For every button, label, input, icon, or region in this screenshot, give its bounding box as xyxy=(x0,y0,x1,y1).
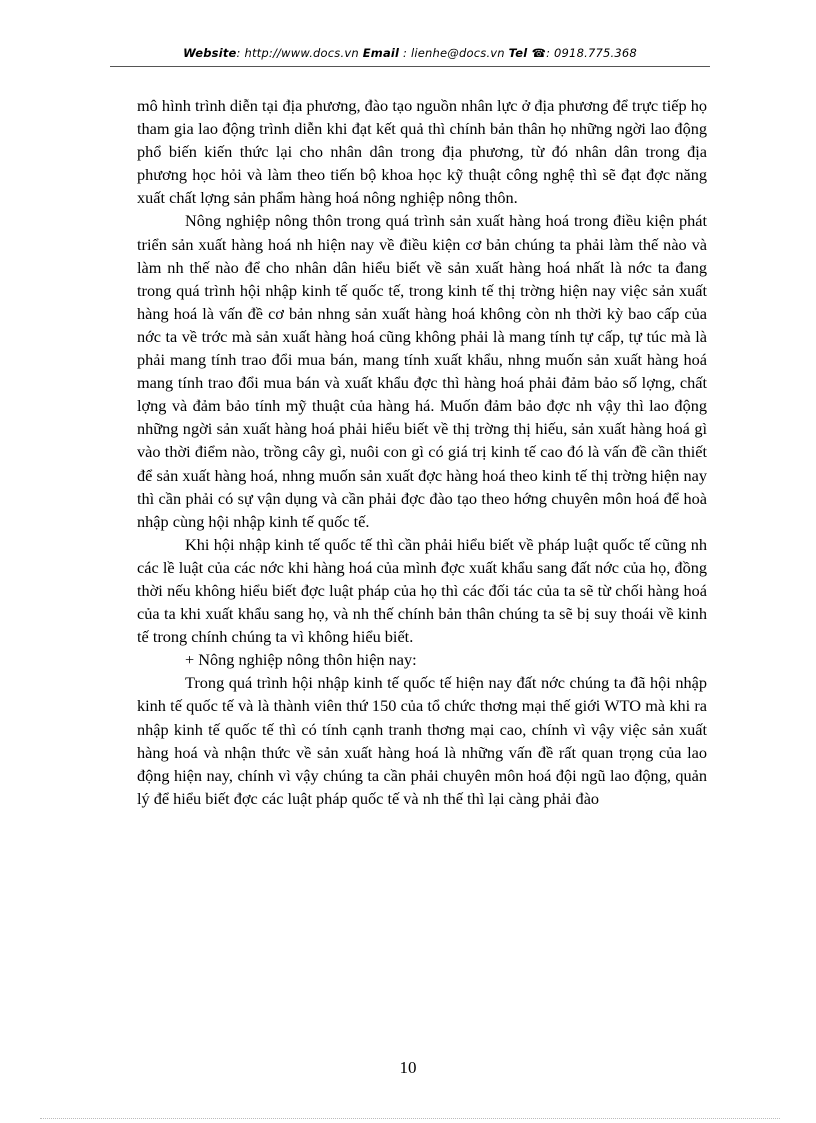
header-website-url: : http://www.docs.vn xyxy=(236,46,363,60)
paragraph-1: mô hình trình diễn tại địa phương, đào tạo nguồn nhân lực ở địa phương để trực tiếp họ tham gia lao động trình diễn khi đạt kết quả thì chính bản thân họ những ngời lao động phổ biến kiến thức lại cho nhân dân trong địa phương, từ đó nhân dân trong địa phương học hỏi và làm theo tiến bộ khoa học kỹ thuật công nghệ thì sẽ đạt đợc năng xuất chất lợng sản phẩm hàng hoá nông nghiệp nông thôn. xyxy=(137,96,707,208)
header-divider xyxy=(110,66,710,67)
paragraph-2: Nông nghiệp nông thôn trong quá trình sản xuất hàng hoá trong điều kiện phát triển sản xuất hàng hoá nh hiện nay về điều kiện cơ bản chúng ta phải làm thế nào và làm nh thế nào để cho nhân dân hiểu biết về sản xuất hàng hoá nhất là nớc ta đang trong quá trình hội nhập kinh tế quốc tế, trong kinh tế thị trờng hiện nay việc sản xuất hàng hoá là vấn đề cơ bản nhng sản xuất hàng hoá không còn nh thời kỳ bao cấp của nớc ta về trớc mà sản xuất hàng hoá cũng không phải là mang tính tự cấp, tự túc mà là phải mang tính trao đổi mua bán, mang tính xuất khẩu, nhng muốn sản xuất hàng hoá mang tính trao đổi mua bán và xuất khẩu đợc thì hàng hoá phải đảm bảo số lợng, chất lợng và đảm bảo tính mỹ thuật của hàng há. Muốn đảm bảo đợc nh vậy thì lao động những ngời sản xuất hàng hoá phải hiểu biết về thị trờng thị hiếu, sản xuất hàng hoá gì vào thời điểm nào, trồng cây gì, nuôi con gì có giá trị kinh tế cao đó là vấn đề cần thiết để sản xuất hàng hoá, nhng muốn sản xuất đợc hàng hoá theo kinh tế thị trờng hiện nay thì cần phải có sự vận dụng và cần phải đợc đào tạo theo hớng chuyên môn hoá để hoà nhập cùng hội nhập kinh tế quốc tế. xyxy=(137,211,707,531)
page-number: 10 xyxy=(399,1058,417,1077)
header-email-address: : lienhe@docs.vn xyxy=(399,46,509,60)
page-header xyxy=(110,46,710,60)
header-tel-label: Tel ☎ xyxy=(508,46,547,60)
header-tel-number: : 0918.775.368 xyxy=(546,46,637,60)
section-heading: + Nông nghiệp nông thôn hiện nay: xyxy=(185,650,417,670)
document-body xyxy=(137,94,707,810)
paragraph-3: Khi hội nhập kinh tế quốc tế thì cần phải hiểu biết về pháp luật quốc tế cũng nh các lề luật của các nớc khi hàng hoá của mình đợc xuất khẩu sang đất nớc của họ, đồng thời nếu không hiểu biết đợc luật pháp của họ thì các đối tác của ta sẽ từ chối hàng hoá của ta khi xuất khẩu sang họ, và nh thế chính bản thân chúng ta sẽ bị suy thoái về kinh tế trong chính chúng ta vì không hiểu biết. xyxy=(137,534,707,647)
footer-divider xyxy=(40,1118,780,1119)
header-email-label: Email xyxy=(362,46,400,60)
paragraph-4: Trong quá trình hội nhập kinh tế quốc tế hiện nay đất nớc chúng ta đã hội nhập kinh tế quốc tế và là thành viên thứ 150 của tổ chức thơng mại thế giới WTO mà khi ra nhập kinh tế quốc tế thì có tính cạnh tranh thơng mại cao, chính vì vậy việc sản xuất hàng hoá và nhận thức về sản xuất hàng hoá là những vấn đề rất quan trọng của lao động hiện nay, chính vì vậy chúng ta cần phải chuyên môn hoá đội ngũ lao động, quản lý để hiểu biết đợc các luật pháp quốc tế và nh thế thì lại càng phải đào xyxy=(137,673,707,808)
header-website-label: Website xyxy=(183,46,237,60)
